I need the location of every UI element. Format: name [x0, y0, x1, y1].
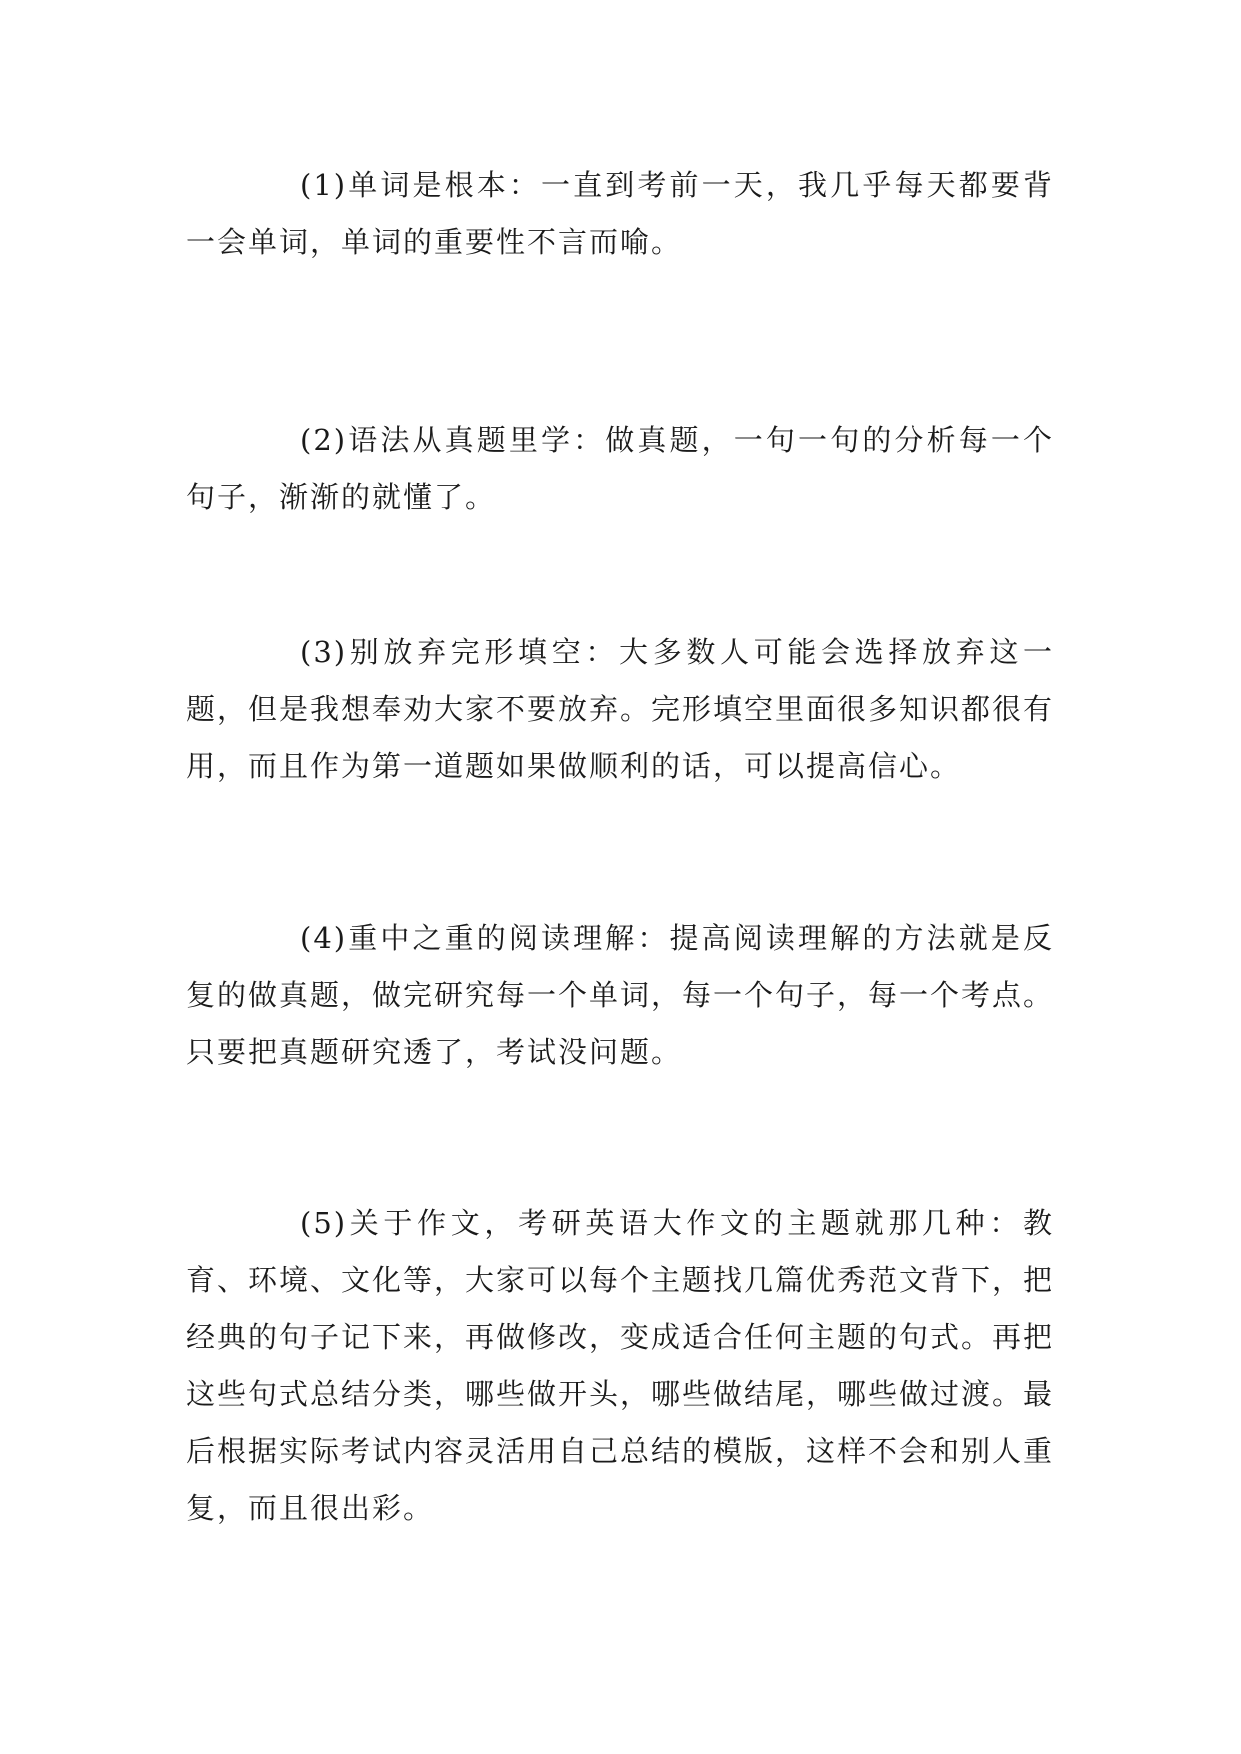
paragraph-grammar: (2)语法从真题里学：做真题，一句一句的分析每一个句子，渐渐的就懂了。: [186, 423, 1054, 514]
paragraph-writing: (5)关于作文，考研英语大作文的主题就那几种：教育、环境、文化等，大家可以每个主题找几篇优秀范文背下，把经典的句子记下来，再做修改，变成适合任何主题的句式。再把这些句式总结分类，哪些做开头，哪些做结尾，哪些做过渡。最后根据实际考试内容灵活用自己总结的模版，这样不会和别人重复，而且很出彩。: [186, 1206, 1055, 1525]
paragraph-vocabulary: (1)单词是根本：一直到考前一天，我几乎每天都要背一会单词，单词的重要性不言而喻。: [186, 168, 1054, 259]
paragraph-cloze: (3)别放弃完形填空：大多数人可能会选择放弃这一题，但是我想奉劝大家不要放弃。完形填空里面很多知识都很有用，而且作为第一道题如果做顺利的话，可以提高信心。: [186, 635, 1055, 783]
paragraph-reading: (4)重中之重的阅读理解：提高阅读理解的方法就是反复的做真题，做完研究每一个单词，每一个句子，每一个考点。只要把真题研究透了，考试没问题。: [186, 921, 1055, 1069]
